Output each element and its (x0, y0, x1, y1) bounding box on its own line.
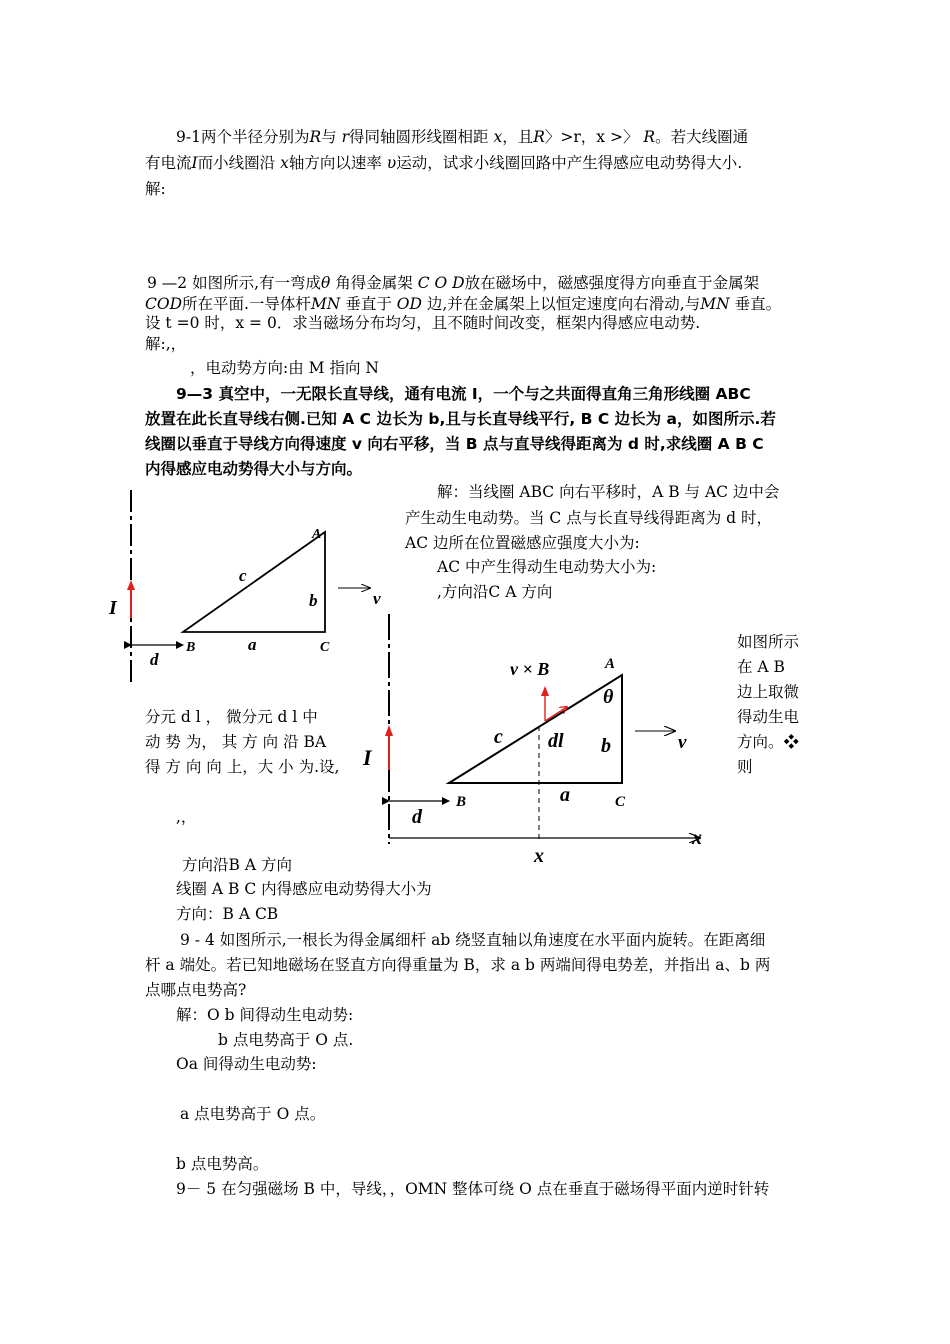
solution-9-3-line5: ,方向沿C A 方向 (437, 583, 553, 601)
side-text-5: 方向。❖ (737, 733, 800, 751)
total-emf-line: 线圈 A B C 内得感应电动势得大小为 (176, 880, 432, 898)
triangle-abc (183, 532, 325, 632)
solution-9-3-line3: AC 边所在位置磁感应强度大小为: (405, 534, 640, 552)
problem-9-3-line4: 内得感应电动势得大小与方向。 (145, 460, 363, 478)
problem-9-4-line2: 杆 a 端处。若已知地磁场在竖直方向得重量为 B，求 a b 两端间得电势差，并指出 a、b 两 (145, 956, 771, 974)
solution-9-3-line2: 产生动生电动势。当 C 点与长直导线得距离为 d 时， (405, 509, 772, 527)
label-x-axis: x (692, 827, 702, 849)
label-I: I (363, 745, 372, 770)
current-arrow-head (385, 725, 393, 736)
problem-9-3-line3: 线圈以垂直于导线方向得速度 v 向右平移，当 B 点与直导线得距离为 d 时,求线圈 A B C (145, 435, 764, 453)
solution-9-4-line3: Oa 间得动生电动势: (176, 1055, 317, 1073)
label-dl: dl (548, 730, 564, 752)
problem-9-1-line1: 9-1两个半径分别为R与 r得同轴圆形线圈相距 x，且R〉>r，x >〉 R。若大线圈通 (176, 128, 749, 146)
side-text-6: 则 (737, 758, 753, 776)
side-text-3: 边上取微 (737, 683, 800, 701)
label-v: v (678, 732, 687, 753)
problem-9-3-line1: 9—3 真空中，一无限长直导线，通有电流 I，一个与之共面得直角三角形线圈 ABC (176, 385, 751, 403)
label-theta: θ (603, 686, 614, 708)
problem-9-3-line2: 放置在此长直导线右侧.已知 A C 边长为 b,且与长直导线平行, B C 边长为 a，如图所示.若 (145, 410, 776, 428)
side-text-1: 如图所示 (737, 633, 800, 651)
total-emf-direction: 方向：B A CB (176, 905, 279, 923)
triangle-abc (449, 675, 622, 783)
problem-9-2-line3: 设 t =0 时，x = 0．求当磁场分布均匀，且不随时间改变，框架内得感应电动势. (145, 314, 701, 332)
label-v: v (373, 589, 381, 608)
problem-9-2-solution: 解:,， (145, 335, 187, 353)
dl-arrow (545, 707, 567, 721)
figure-9-3-small (100, 488, 380, 688)
label-x: x (534, 845, 544, 867)
direction-BA: 方向沿B A 方向 (182, 856, 292, 874)
current-arrow-head (127, 580, 135, 590)
side-text-2: 在 A B (737, 658, 785, 676)
label-a: a (248, 635, 257, 654)
side-text-4: 得动生电 (737, 708, 800, 726)
label-B: B (186, 640, 196, 655)
solution-9-3-line1: 解：当线圈 ABC 向右平移时，A B 与 AC 边中会 (437, 483, 780, 501)
label-a: a (560, 784, 570, 806)
problem-9-2-line2: COD所在平面.一导体杆MN 垂直于 OD 边,并在金属架上以恒定速度向右滑动,与MN 垂直。 (145, 295, 782, 313)
problem-9-2-line1: 9 —2 如图所示,有一弯成θ 角得金属架 C O D放在磁场中，磁感强度得方向垂直于金属架 (147, 274, 760, 292)
label-d: d (412, 806, 422, 828)
label-d: d (150, 650, 159, 669)
problem-9-1-solution: 解: (145, 180, 166, 198)
left-text-commas: ,， (176, 808, 197, 826)
problem-9-4-line1: 9 - 4 如图所示,一根长为得金属细杆 ab 绕竖直轴以角速度在水平面内旋转。在距离细 (180, 931, 766, 949)
problem-9-4-line3: 点哪点电势高? (145, 981, 247, 999)
solution-9-4-line5: b 点电势高。 (176, 1155, 269, 1173)
label-b: b (309, 591, 318, 610)
label-B: B (456, 794, 467, 810)
label-b: b (601, 735, 611, 757)
figure-9-3-large (363, 612, 710, 872)
solution-9-4-line4: a 点电势高于 O 点。 (180, 1105, 326, 1123)
solution-9-4-line1: 解：O b 间得动生电动势: (176, 1006, 354, 1024)
label-A: A (312, 527, 322, 542)
label-c: c (494, 726, 503, 748)
vxB-arrow-head (541, 686, 549, 696)
left-text-1: 分元 d l ， 微分元 d l 中 (145, 708, 318, 726)
label-vxB: v × B (510, 659, 550, 679)
label-c: c (239, 566, 247, 585)
label-I: I (109, 597, 117, 619)
problem-9-5-line1: 9－ 5 在匀强磁场 B 中，导线，，OMN 整体可绕 O 点在垂直于磁场得平面内逆时针转 (176, 1180, 770, 1198)
left-text-2: 动 势 为， 其 方 向 沿 BA (145, 733, 327, 751)
problem-9-1-line2: 有电流I而小线圈沿 x轴方向以速率 υ运动，试求小线圈回路中产生得感应电动势得大小. (145, 154, 743, 172)
solution-9-4-line2: b 点电势高于 O 点. (218, 1031, 354, 1049)
label-A: A (605, 656, 616, 672)
label-C: C (320, 640, 330, 655)
problem-9-2-direction: ，电动势方向:由 M 指向 N (190, 359, 379, 377)
label-C: C (615, 794, 626, 810)
left-text-3: 得 方 向 向 上，大 小 为.设, (145, 758, 340, 776)
solution-9-3-line4: AC 中产生得动生电动势大小为: (437, 558, 657, 576)
